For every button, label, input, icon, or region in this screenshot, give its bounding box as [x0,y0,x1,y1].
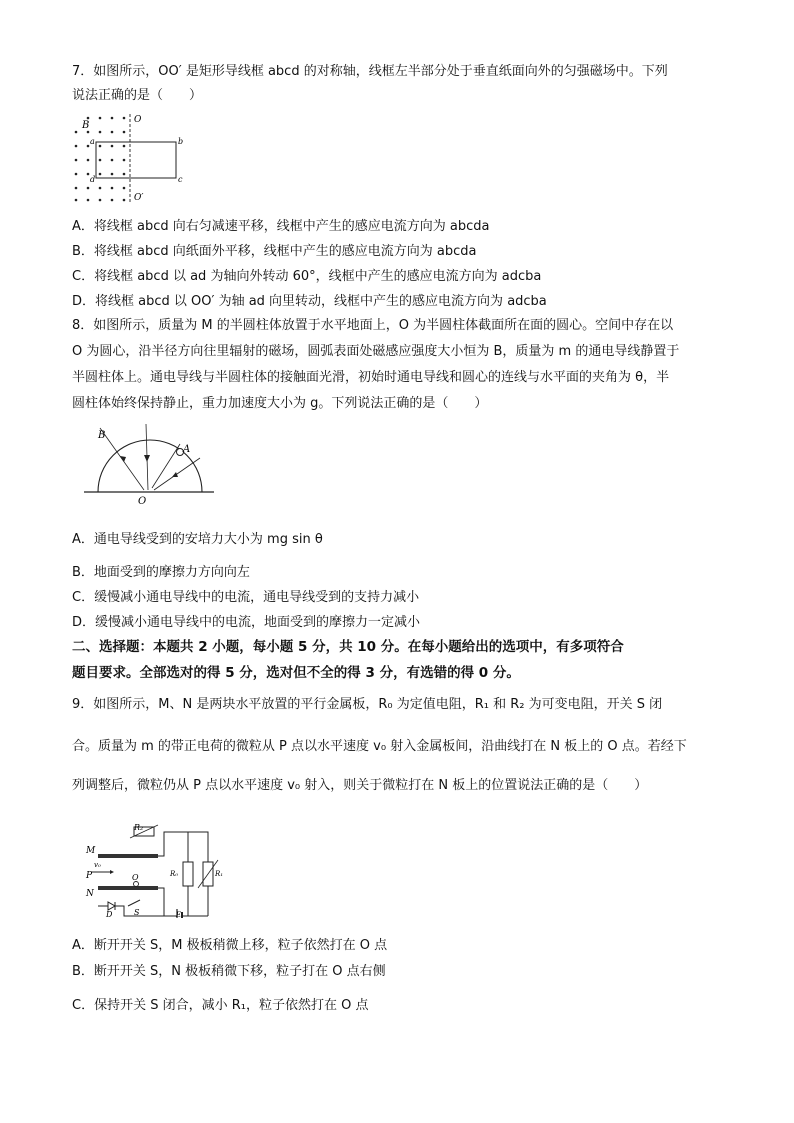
label-P: P [86,871,93,881]
label-a: a [90,137,95,146]
q8-stem-line1: 8．如图所示，质量为 M 的半圆柱体放置于水平地面上，O 为半圆柱体截面所在面的圆心。空间中存在以 [72,318,674,333]
label-v0: v₀ [94,861,101,869]
field-arrow-4 [172,472,178,477]
q8-option-d: D．缓慢减小通电导线中的电流，地面受到的摩擦力一定减小 [72,615,421,630]
q9-option-c: C．保持开关 S 闭合，减小 R₁，粒子依然打在 O 点 [72,998,369,1013]
field-dot [111,145,114,148]
field-dot [123,131,126,134]
field-dot [75,145,78,148]
q8-option-b: B．地面受到的摩擦力方向向左 [72,565,250,580]
velocity-arrowhead [110,870,114,874]
diode-D [108,902,115,910]
wire-top [158,832,188,856]
section2-heading-line2: 题目要求。全部选对的得 5 分，选对但不全的得 3 分，有选错的得 0 分。 [72,665,520,681]
label-O-top: O [134,115,142,125]
label-D: D [106,910,113,918]
plate-M [98,854,158,858]
field-dot [99,131,102,134]
field-dot [87,173,90,176]
coil-abcd [96,142,176,178]
q7-option-d: D．将线框 abcd 以 OO′ 为轴 ad 向里转动，线框中产生的感应电流方向为 adcba [72,294,547,309]
label-A: A [183,444,191,455]
field-dot [75,159,78,162]
field-dot [99,159,102,162]
label-E: E [176,911,182,918]
q7-figure [68,112,198,208]
field-dot [111,199,114,202]
field-dot [123,199,126,202]
label-S: S [134,908,140,917]
field-dot [75,199,78,202]
field-dot [123,145,126,148]
label-B: B [82,120,90,131]
field-dot [123,117,126,120]
q8-option-a: A．通电导线受到的安培力大小为 mg sin θ [72,532,323,547]
q9-option-a: A．断开开关 S，M 极板稍微上移，粒子依然打在 O 点 [72,938,388,953]
label-R2: R₂ [134,823,144,832]
field-dot [111,131,114,134]
field-dot [87,187,90,190]
field-dot [99,145,102,148]
field-dot [99,173,102,176]
field-dot [99,199,102,202]
field-dot [87,117,90,120]
q7-option-c: C．将线框 abcd 以 ad 为轴向外转动 60°，线框中产生的感应电流方向为 adcba [72,269,542,284]
q7-stem-line2: 说法正确的是（ ） [72,88,203,103]
q9-stem-line3: 列调整后，微粒仍从 P 点以水平速度 v₀ 射入，则关于微粒打在 N 板上的位置说法正确的是（ ） [72,778,648,793]
label-O: O [132,873,139,882]
section2-heading-line1: 二、选择题：本题共 2 小题，每小题 5 分，共 10 分。在每小题给出的选项中，有多项符合 [72,639,624,655]
q8-figure [82,422,222,508]
field-dot [99,187,102,190]
field-arrow-2 [144,455,150,462]
q7-option-b: B．将线框 abcd 向纸面外平移，线框中产生的感应电流方向为 abcda [72,244,477,259]
label-N: N [86,889,94,899]
field-dot [75,173,78,176]
field-dot [123,159,126,162]
plate-N [98,886,158,890]
q7-option-a: A．将线框 abcd 向右匀减速平移，线框中产生的感应电流方向为 abcda [72,219,490,234]
q8-option-c: C．缓慢减小通电导线中的电流，通电导线受到的支持力减小 [72,590,420,605]
q9-option-b: B．断开开关 S，N 极板稍微下移，粒子打在 O 点右侧 [72,964,386,979]
label-R0: R₀ [170,870,179,878]
field-dot [123,173,126,176]
field-dot [75,187,78,190]
field-dot [111,117,114,120]
label-c: c [178,175,183,184]
q7-stem-line1: 7．如图所示，OO′ 是矩形导线框 abcd 的对称轴，线框左半部分处于垂直纸面向外的匀强磁场中。下列 [72,64,668,79]
label-O: O [138,496,147,507]
field-dot [87,159,90,162]
label-B: B [98,430,106,441]
switch-S [128,900,140,906]
point-O [134,882,139,887]
field-dot [75,131,78,134]
label-b: b [178,137,184,146]
field-dot [87,131,90,134]
q8-stem-line3: 半圆柱体上。通电导线与半圆柱体的接触面光滑，初始时通电导线和圆心的连线与水平面的夹角为 θ，半 [72,370,670,385]
q8-stem-line4: 圆柱体始终保持静止，重力加速度大小为 g。下列说法正确的是（ ） [72,396,488,411]
field-dot [87,145,90,148]
field-dot [111,159,114,162]
field-dot [99,117,102,120]
resistor-R0 [183,862,193,886]
field-dot [111,187,114,190]
field-dot [123,187,126,190]
q9-stem-line1: 9．如图所示，M、N 是两块水平放置的平行金属板，R₀ 为定值电阻，R₁ 和 R₂ 为可变电阻，开关 S 闭 [72,697,663,712]
q9-stem-line2: 合。质量为 m 的带正电荷的微粒从 P 点以水平速度 v₀ 射入金属板间，沿曲线打在 N 板上的 O 点。若经下 [72,739,687,754]
field-dot [111,173,114,176]
label-M: M [86,846,96,856]
q8-stem-line2: O 为圆心，沿半径方向往里辐射的磁场，圆弧表面处磁感应强度大小恒为 B，质量为 m 的通电导线静置于 [72,344,680,359]
label-R1: R₁ [215,870,224,878]
q9-circuit-figure [84,820,224,918]
field-dot [87,199,90,202]
label-d: d [90,175,96,184]
label-O-bottom: O′ [134,193,144,203]
